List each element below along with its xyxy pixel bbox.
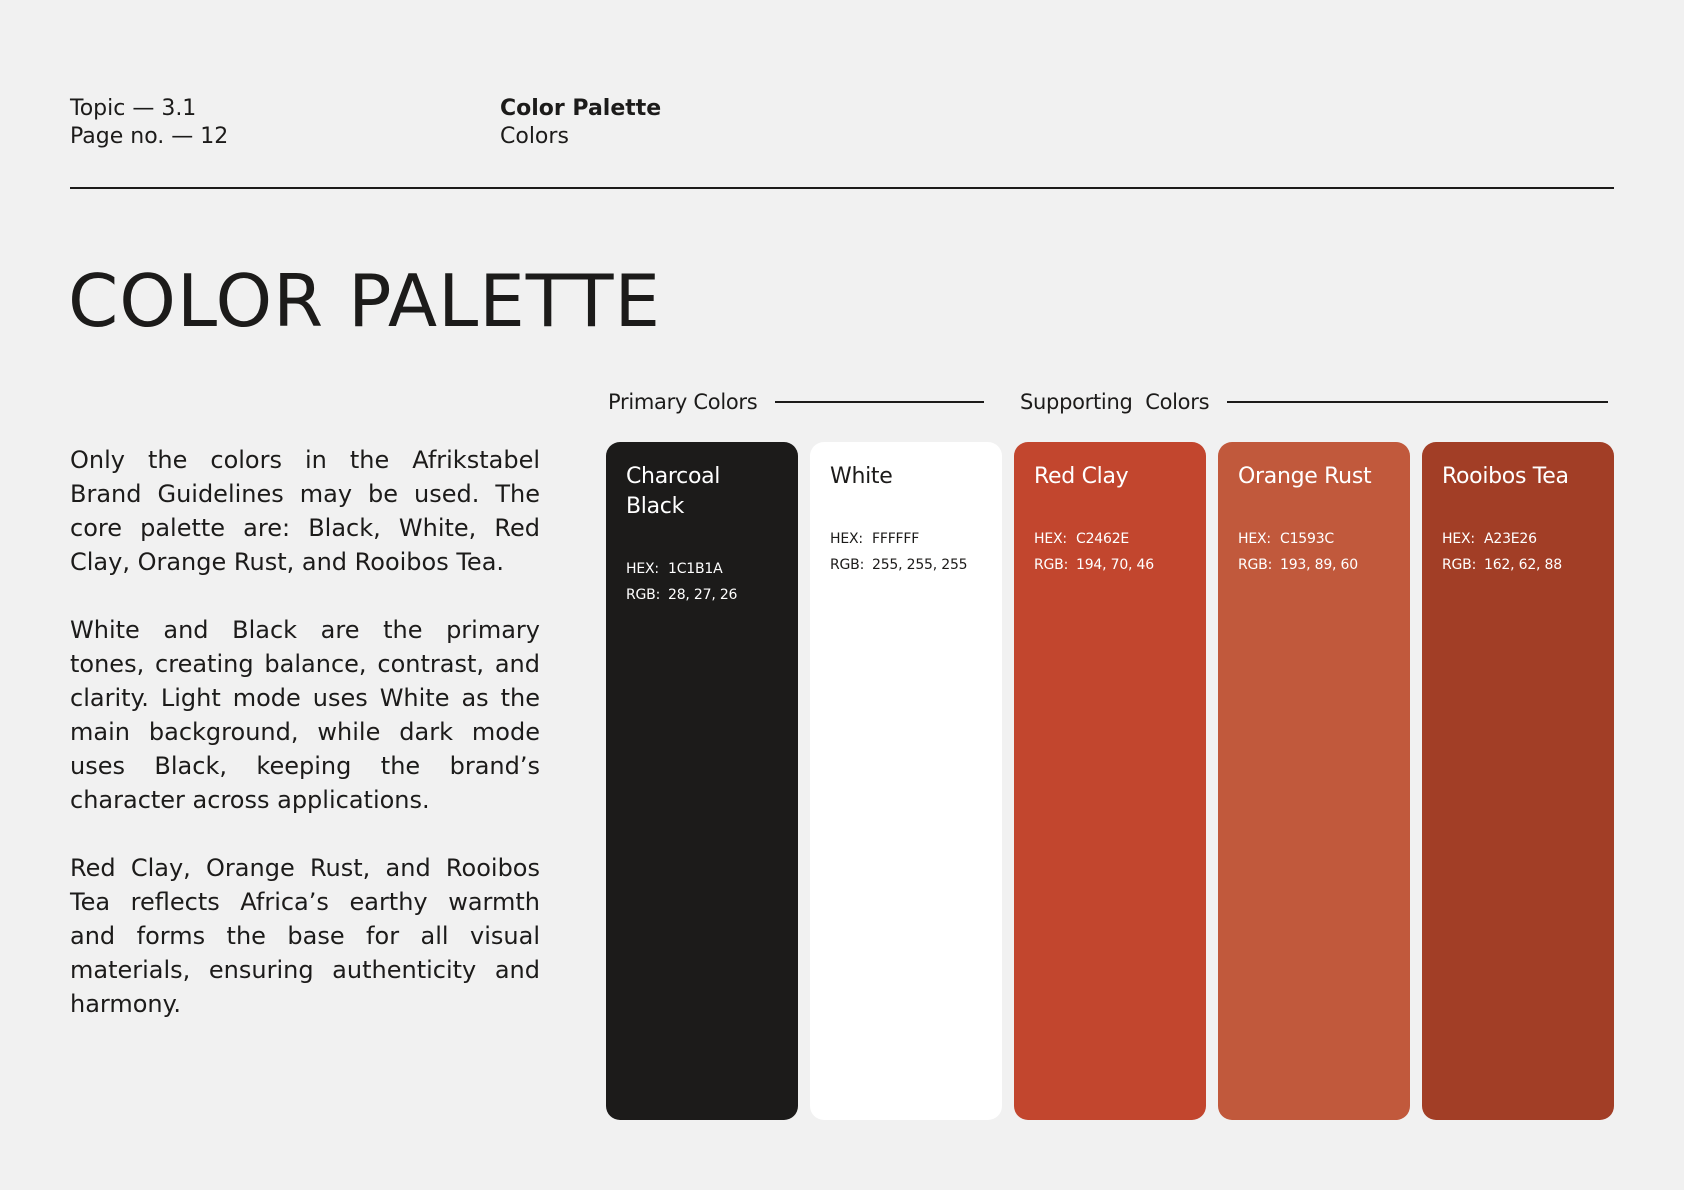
swatch-rgb-row (626, 582, 778, 608)
section-subtitle: Colors (500, 124, 569, 149)
hex-label: HEX: (830, 531, 863, 547)
swatch-charcoal-black (606, 442, 798, 1120)
swatch-orange-rust (1218, 442, 1410, 1120)
supporting-colors-label (1020, 388, 1608, 416)
paragraph: Only the colors in the Afrikstabel Brand Guidelines may be used. The core palette are: Black, White, Red Clay, Orange Rust, and Rooibos Tea. (70, 446, 540, 576)
rgb-label: RGB: (830, 557, 865, 573)
rgb-value: 28, 27, 26 (668, 587, 738, 603)
hex-label: HEX: (1238, 531, 1271, 547)
page-meta (70, 95, 228, 151)
hex-label: HEX: (1442, 531, 1475, 547)
paragraph: Red Clay, Orange Rust, and Rooibos Tea reflects Africa’s earthy warmth and forms the base for all visual materials, ensuring authenticity and harmony. (70, 854, 540, 1018)
page-title: COLOR PALETTE (68, 259, 661, 343)
swatch-hex-row (1238, 526, 1390, 552)
rgb-value: 162, 62, 88 (1484, 557, 1562, 573)
section-meta (500, 95, 661, 151)
primary-colors-rule (775, 401, 984, 403)
rgb-value: 194, 70, 46 (1076, 557, 1154, 573)
rgb-value: 255, 255, 255 (872, 557, 968, 573)
rgb-label: RGB: (1442, 557, 1477, 573)
swatch-red-clay (1014, 442, 1206, 1120)
hex-label: HEX: (1034, 531, 1067, 547)
swatch-name: Red Clay (1034, 464, 1129, 489)
swatch-hex-row (830, 526, 982, 552)
swatch-rgb-row (1034, 552, 1186, 578)
paragraph: White and Black are the primary tones, creating balance, contrast, and clarity. Light mode uses White as the main background, while dark mode uses Black, keeping the brand’s character across applications. (70, 616, 540, 814)
hex-value: C2462E (1076, 531, 1130, 547)
swatch-name: Orange Rust (1238, 464, 1372, 489)
swatch-rgb-row (830, 552, 982, 578)
swatch-hex-row (1034, 526, 1186, 552)
section-title: Color Palette (500, 96, 662, 121)
swatch-name: White (830, 464, 893, 489)
supporting-colors-text: Supporting Colors (1020, 390, 1210, 414)
rgb-value: 193, 89, 60 (1280, 557, 1358, 573)
swatch-rgb-row (1442, 552, 1594, 578)
page-number: Page no. — 12 (70, 124, 229, 149)
hex-value: 1C1B1A (668, 561, 723, 577)
header-divider (70, 187, 1614, 189)
color-swatches (606, 442, 1614, 1120)
swatch-rooibos-tea (1422, 442, 1614, 1120)
supporting-colors-rule (1227, 401, 1608, 403)
swatch-name: Rooibos Tea (1442, 464, 1569, 489)
hex-value: FFFFFF (872, 531, 920, 547)
hex-value: A23E26 (1484, 531, 1537, 547)
swatch-hex-row (626, 556, 778, 582)
body-text (70, 443, 540, 1055)
topic-number: Topic — 3.1 (70, 96, 197, 121)
hex-value: C1593C (1280, 531, 1334, 547)
swatch-name: Charcoal Black (626, 464, 721, 519)
swatch-white (810, 442, 1002, 1120)
rgb-label: RGB: (1238, 557, 1273, 573)
primary-colors-label (608, 388, 984, 416)
rgb-label: RGB: (1034, 557, 1069, 573)
primary-colors-text: Primary Colors (608, 390, 758, 414)
hex-label: HEX: (626, 561, 659, 577)
swatch-hex-row (1442, 526, 1594, 552)
swatch-rgb-row (1238, 552, 1390, 578)
rgb-label: RGB: (626, 587, 661, 603)
